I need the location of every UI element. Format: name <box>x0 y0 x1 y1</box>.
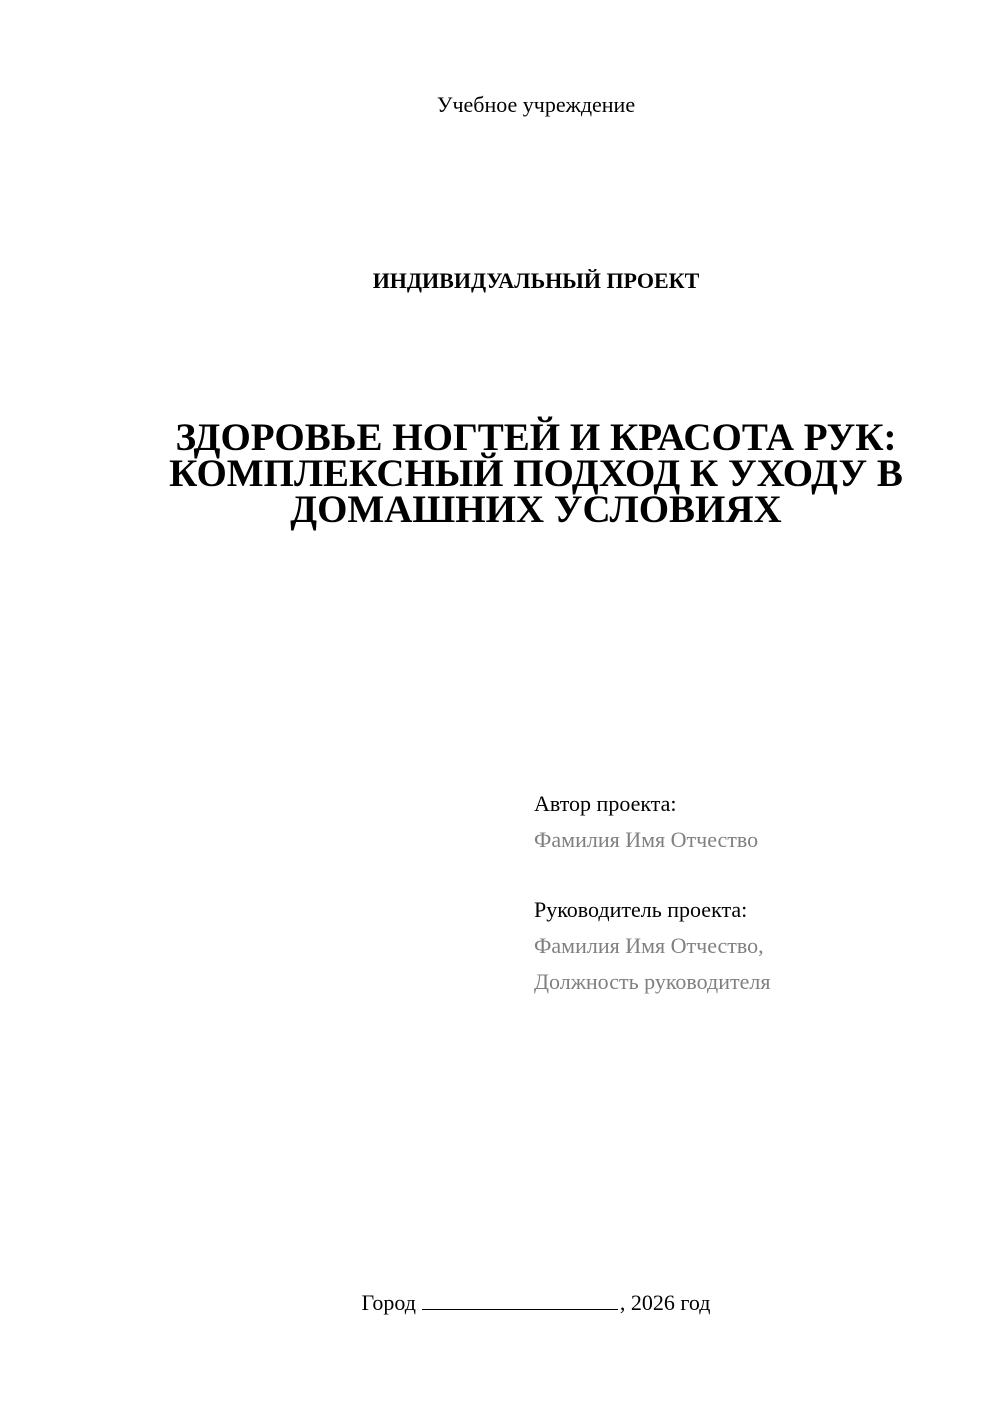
city-label: Город <box>361 1290 416 1315</box>
document-type: ИНДИВИДУАЛЬНЫЙ ПРОЕКТ <box>372 268 700 293</box>
author-name: Фамилия Имя Отчество <box>534 827 759 852</box>
supervisor-label: Руководитель проекта: <box>534 897 748 922</box>
year-text: , 2026 год <box>619 1290 711 1315</box>
supervisor-name: Фамилия Имя Отчество, <box>534 933 764 958</box>
project-title-line-2: КОМПЛЕКСНЫЙ ПОДХОД К УХОДУ В <box>169 452 903 495</box>
project-title-line-1: ЗДОРОВЬЕ НОГТЕЙ И КРАСОТА РУК: <box>175 416 897 459</box>
author-label: Автор проекта: <box>534 791 677 816</box>
project-title <box>150 416 922 531</box>
footer-city-year <box>0 1290 1000 1316</box>
institution-name: Учебное учреждение <box>436 92 636 117</box>
author-block <box>534 786 954 858</box>
city-blank-line <box>422 1291 618 1310</box>
supervisor-block <box>534 892 954 1000</box>
project-title-line-3: ДОМАШНИХ УСЛОВИЯХ <box>290 488 782 531</box>
supervisor-position: Должность руководителя <box>534 969 771 994</box>
